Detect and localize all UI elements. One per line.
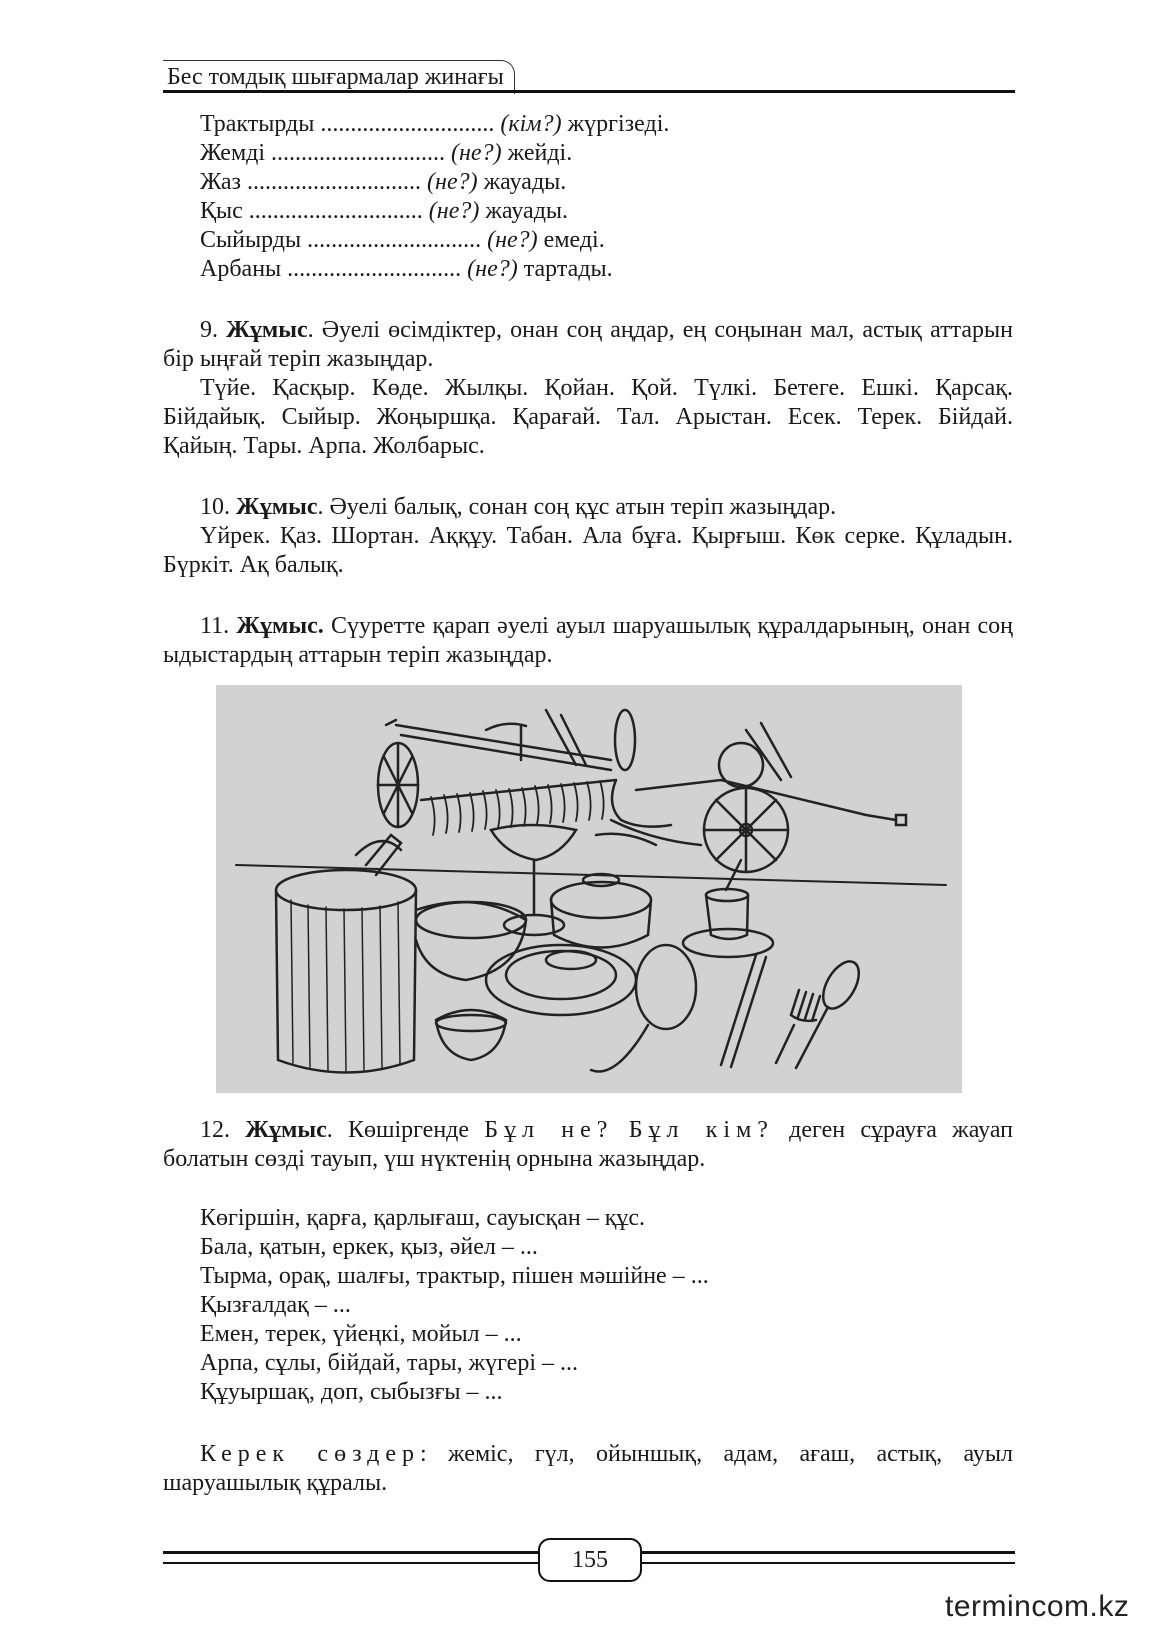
- list-item: Тырма, орақ, шалғы, трактыр, пішен мәшійне – ...: [200, 1263, 709, 1289]
- exercise-9: [163, 316, 1013, 461]
- list-item: Қызғалдақ – ...: [200, 1292, 351, 1318]
- fill-in-list: [200, 110, 669, 284]
- utensils-illustration: [591, 945, 866, 1072]
- fill-in-row: Сыйырды ............................. (не?) емеді.: [200, 227, 605, 253]
- needed-words-label: Керек сөздер: [200, 1441, 420, 1467]
- bowls-and-plates-illustration: [416, 825, 773, 1060]
- hay-rake-illustration: [378, 710, 635, 835]
- footer-rule-right: [640, 1551, 1015, 1564]
- exercise-9-instruction: 9. Жұмыс. Әуелі өсімдіктер, онан соң аңдар, ең соңынан мал, астық аттарын бір ыңғай теріп жазыңдар.: [163, 317, 1014, 372]
- list-item: Арпа, сұлы, бійдай, тары, жүгері – ...: [200, 1350, 578, 1376]
- footer-rule-left: [163, 1551, 538, 1564]
- exercise-9-words: Түйе. Қасқыр. Көде. Жылқы. Қойан. Қой. Түлкі. Бетеге. Ешкі. Қарсақ. Бійдайық. Сыйыр. Жоңыршқа. Қарағай. Тал. Арыстан. Есек. Терек. Бійдай. Қайың. Тары. Арпа. Жолбарыс.: [163, 375, 1013, 459]
- exercise-12: [163, 1116, 1013, 1174]
- illustration-tools-and-dishes: [216, 685, 962, 1093]
- exercise-11-instruction: 11. Жұмыс. Сүуретте қарап әуелі ауыл шаруашылық құралдарының, онан соң ыдыстардың аттарын теріп жазыңдар.: [163, 613, 1013, 668]
- fill-in-row: Қыс ............................. (не?) жауады.: [200, 198, 569, 224]
- list-item: Көгіршін, қарға, қарлығаш, сауысқан – құс.: [200, 1205, 646, 1231]
- header-rule: [163, 90, 1015, 93]
- exercise-10: [163, 493, 1013, 580]
- exercise-12-lines: [163, 1204, 1013, 1407]
- list-item: Бала, қатын, еркек, қыз, әйел – ...: [200, 1234, 538, 1260]
- exercise-10-words: Үйрек. Қаз. Шортан. Аққұу. Табан. Ала бұға. Қырғыш. Көк серке. Құладын. Бүркіт. Ақ балық.: [163, 523, 1013, 578]
- needed-words: Керек сөздер: жеміс, гүл, ойыншық, адам, ағаш, астық, ауыл шаруашылық құралы.: [163, 1441, 1014, 1496]
- stock-pot-illustration: [276, 835, 416, 1073]
- header-title: Бес томдық шығармалар жинағы: [163, 60, 515, 94]
- list-item: Құуыршақ, доп, сыбызғы – ...: [200, 1379, 503, 1405]
- exercise-10-instruction: 10. Жұмыс. Әуелі балық, сонан соң құс атын теріп жазыңдар.: [200, 494, 837, 520]
- exercise-11: [163, 612, 1013, 670]
- fill-in-row: Жаз ............................. (не?) жауады.: [200, 169, 567, 195]
- fill-in-row: Арбаны ............................. (не?) тартады.: [200, 256, 613, 282]
- page-number: 155: [538, 1538, 642, 1582]
- watermark-logo: termincom.kz: [945, 1590, 1130, 1623]
- plough-illustration: [596, 723, 906, 872]
- fill-in-row: Жемді ............................. (не?) жейді.: [200, 140, 573, 166]
- exercise-12-instruction: 12. Жұмыс. Көшіргенде Бұл не? Бұл кім? деген сұрауға жауап болатын сөзді тауып, үш нүктенің орнына жазыңдар.: [163, 1117, 1014, 1172]
- fill-in-row: Трактырды ............................. (кім?) жүргізеді.: [200, 111, 670, 137]
- list-item: Емен, терек, үйеңкі, мойыл – ...: [200, 1321, 522, 1347]
